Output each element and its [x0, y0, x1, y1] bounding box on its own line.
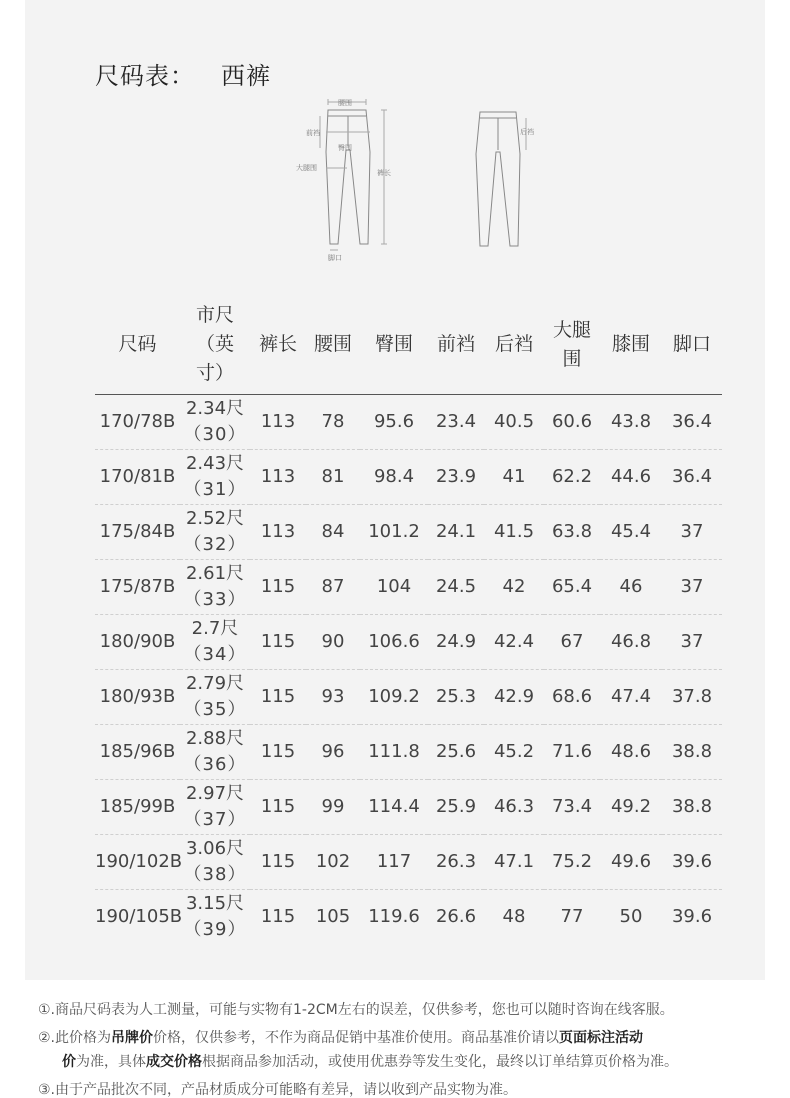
page-title: [95, 56, 271, 91]
cell-chi-inch: [180, 449, 250, 504]
cell-front: 24.5: [428, 559, 484, 614]
cell-inch: （39）: [183, 918, 247, 940]
cell-front: 25.3: [428, 669, 484, 724]
cell-front: 25.9: [428, 779, 484, 834]
cell-hem: 37.8: [662, 669, 722, 724]
cell-back: 40.5: [484, 394, 544, 449]
cell-knee: 50: [619, 906, 643, 928]
cell-back: 41.5: [484, 504, 544, 559]
cell-size: 180/90B: [95, 614, 180, 669]
header-waist: 腰围: [306, 296, 360, 394]
cell-back: 42.9: [484, 669, 544, 724]
cell-back: 47.1: [484, 834, 544, 889]
cell-knee: 49.6: [600, 834, 662, 889]
cell-length: 115: [260, 906, 296, 928]
cell-inch: （30）: [183, 423, 247, 445]
cell-hip: 101.2: [360, 504, 428, 559]
cell-hem: 38.8: [662, 779, 722, 834]
cell-front: 23.9: [428, 449, 484, 504]
note-text: 为准，具体: [76, 1054, 146, 1070]
table-row: [95, 669, 722, 724]
cell-thigh: 62.2: [544, 449, 600, 504]
cell-waist: 96: [306, 724, 360, 779]
cell-waist: 99: [306, 779, 360, 834]
diagram-label-waist: 腰围: [338, 99, 352, 107]
cell-hem: 36.4: [662, 394, 722, 449]
cell-knee: 46: [600, 559, 662, 614]
cell-back: 48: [502, 906, 526, 928]
cell-back: 42.4: [484, 614, 544, 669]
cell-chi-inch: [180, 889, 250, 944]
cell-front: 24.1: [428, 504, 484, 559]
cell-hip: 117: [360, 834, 428, 889]
cell-knee: 45.4: [600, 504, 662, 559]
cell-knee: 46.8: [600, 614, 662, 669]
cell-chi-inch: [180, 724, 250, 779]
cell-chi: 2.43尺: [185, 452, 245, 474]
table-row: [95, 779, 722, 834]
cell-inch: （36）: [183, 753, 247, 775]
note-text: 根据商品参加活动，或使用优惠券等发生变化，最终以订单结算页价格为准。: [202, 1054, 678, 1070]
header-size: 尺码: [95, 296, 180, 394]
cell-size: 175/87B: [95, 559, 180, 614]
note-text: 吊牌价: [111, 1030, 154, 1046]
table-row: [95, 504, 722, 559]
cell-length: 113: [250, 394, 306, 449]
cell-inch: （32）: [183, 533, 247, 555]
cell-thigh: 71.6: [544, 724, 600, 779]
cell-size: 190/102B: [95, 834, 180, 889]
cell-chi: 2.61尺: [185, 562, 245, 584]
cell-thigh: 65.4: [544, 559, 600, 614]
cell-back: 46.3: [484, 779, 544, 834]
back-trousers-drawing: [476, 112, 526, 246]
cell-chi-inch: [180, 559, 250, 614]
cell-chi-inch: [180, 834, 250, 889]
cell-chi: 3.15尺: [185, 892, 245, 914]
table-header-row: [95, 296, 722, 394]
cell-inch: （38）: [183, 863, 247, 885]
cell-knee: 43.8: [600, 394, 662, 449]
trousers-diagram-svg: [290, 92, 550, 264]
cell-hem: 39.6: [671, 906, 713, 928]
cell-front: 23.4: [428, 394, 484, 449]
cell-inch: （33）: [183, 588, 247, 610]
cell-hip: 106.6: [360, 614, 428, 669]
cell-back: 41: [484, 449, 544, 504]
cell-back: 42: [484, 559, 544, 614]
cell-front: 26.6: [435, 906, 477, 928]
cell-waist: 87: [306, 559, 360, 614]
cell-thigh: 77: [560, 906, 584, 928]
size-table: [95, 296, 722, 944]
cell-hip: 114.4: [360, 779, 428, 834]
cell-thigh: 75.2: [544, 834, 600, 889]
cell-length: 113: [250, 449, 306, 504]
cell-knee: 48.6: [600, 724, 662, 779]
table-row: [95, 449, 722, 504]
cell-hip: 95.6: [360, 394, 428, 449]
cell-waist: 93: [306, 669, 360, 724]
cell-size: 180/93B: [95, 669, 180, 724]
header-chi-inch: 市尺 （英 寸）: [180, 296, 250, 394]
cell-hem: 37: [662, 614, 722, 669]
cell-waist: 105: [315, 906, 351, 928]
cell-chi: 3.06尺: [185, 837, 245, 859]
cell-size: 185/99B: [95, 779, 180, 834]
table-row: [95, 889, 722, 944]
cell-chi: 2.79尺: [185, 672, 245, 694]
header-front-rise: 前裆: [428, 296, 484, 394]
cell-knee: 47.4: [600, 669, 662, 724]
note-text: 页面标注活动: [559, 1030, 644, 1046]
cell-chi: 2.34尺: [185, 397, 245, 419]
cell-hem: 37: [662, 559, 722, 614]
cell-thigh: 67: [544, 614, 600, 669]
header-length: 裤长: [250, 296, 306, 394]
cell-chi: 2.52尺: [185, 507, 245, 529]
cell-front: 26.3: [428, 834, 484, 889]
cell-waist: 90: [306, 614, 360, 669]
header-hem: 脚口: [662, 296, 722, 394]
cell-length: 115: [250, 779, 306, 834]
cell-front: 25.6: [428, 724, 484, 779]
cell-chi-inch: [180, 614, 250, 669]
cell-size: 170/81B: [95, 449, 180, 504]
note-text: ①.商品尺码表为人工测量，可能与实物有1-2CM左右的误差，仅供参考，您也可以随时咨询在线客服。: [38, 1002, 674, 1018]
diagram-label-hem: 脚口: [328, 254, 342, 262]
cell-hem: 39.6: [662, 834, 722, 889]
cell-chi-inch: [180, 504, 250, 559]
diagram-label-back-rise: 后裆: [520, 128, 534, 136]
note-item: [38, 1078, 778, 1098]
cell-knee: 44.6: [600, 449, 662, 504]
cell-length: 115: [250, 834, 306, 889]
cell-inch: （31）: [183, 478, 247, 500]
cell-hip: 104: [360, 559, 428, 614]
diagram-label-thigh: 大腿围: [296, 164, 317, 172]
cell-inch: （34）: [183, 643, 247, 665]
header-back-rise: 后裆: [484, 296, 544, 394]
cell-thigh: 63.8: [544, 504, 600, 559]
cell-length: 115: [250, 559, 306, 614]
cell-chi: 2.7尺: [191, 617, 239, 639]
note-continuation: [38, 1050, 778, 1074]
cell-length: 115: [250, 669, 306, 724]
table-row: [95, 614, 722, 669]
cell-hip: 119.6: [368, 906, 420, 928]
table-row: [95, 394, 722, 449]
table-body: [95, 394, 722, 944]
cell-size: 170/78B: [95, 394, 180, 449]
cell-size: 175/84B: [95, 504, 180, 559]
cell-waist: 102: [306, 834, 360, 889]
cell-inch: （37）: [183, 808, 247, 830]
note-item: [38, 998, 778, 1022]
note-text: 价格，仅供参考，不作为商品促销中基准价使用。商品基准价请以: [153, 1030, 560, 1046]
cell-front: 24.9: [428, 614, 484, 669]
cell-waist: 78: [306, 394, 360, 449]
diagram-label-front-rise: 前裆: [306, 129, 320, 137]
trousers-measurement-diagram: [290, 92, 550, 264]
header-thigh: 大腿 围: [544, 296, 600, 394]
cell-chi-inch: [180, 669, 250, 724]
cell-chi: 2.88尺: [185, 727, 245, 749]
cell-knee: 49.2: [600, 779, 662, 834]
cell-chi-inch: [180, 394, 250, 449]
title-label: 尺码表：: [95, 62, 195, 90]
cell-size: 185/96B: [95, 724, 180, 779]
cell-length: 115: [250, 724, 306, 779]
diagram-label-length: 裤长: [377, 169, 391, 177]
cell-length: 115: [250, 614, 306, 669]
cell-waist: 84: [306, 504, 360, 559]
cell-hem: 38.8: [662, 724, 722, 779]
notes-section: [38, 998, 778, 1098]
cell-thigh: 68.6: [544, 669, 600, 724]
note-text: ②.此价格为: [38, 1030, 112, 1046]
note-item: [38, 1026, 778, 1074]
title-category: 西裤: [221, 62, 271, 90]
cell-thigh: 60.6: [544, 394, 600, 449]
header-hip: 臀围: [360, 296, 428, 394]
cell-hip: 111.8: [360, 724, 428, 779]
cell-waist: 81: [306, 449, 360, 504]
cell-thigh: 73.4: [544, 779, 600, 834]
cell-hip: 98.4: [360, 449, 428, 504]
table-row: [95, 559, 722, 614]
cell-inch: （35）: [183, 698, 247, 720]
table-row: [95, 834, 722, 889]
cell-length: 113: [250, 504, 306, 559]
cell-size: 190/105B: [95, 906, 183, 928]
table-row: [95, 724, 722, 779]
note-text: ③.由于产品批次不同，产品材质成分可能略有差异，请以收到产品实物为准。: [38, 1082, 517, 1098]
note-text: 成交价格: [146, 1054, 202, 1070]
note-text: 价: [62, 1054, 76, 1070]
cell-hem: 37: [662, 504, 722, 559]
cell-chi-inch: [180, 779, 250, 834]
header-knee: 膝围: [600, 296, 662, 394]
cell-back: 45.2: [484, 724, 544, 779]
diagram-label-hip: 臀围: [338, 144, 352, 152]
cell-hip: 109.2: [360, 669, 428, 724]
cell-hem: 36.4: [662, 449, 722, 504]
cell-chi: 2.97尺: [185, 782, 245, 804]
